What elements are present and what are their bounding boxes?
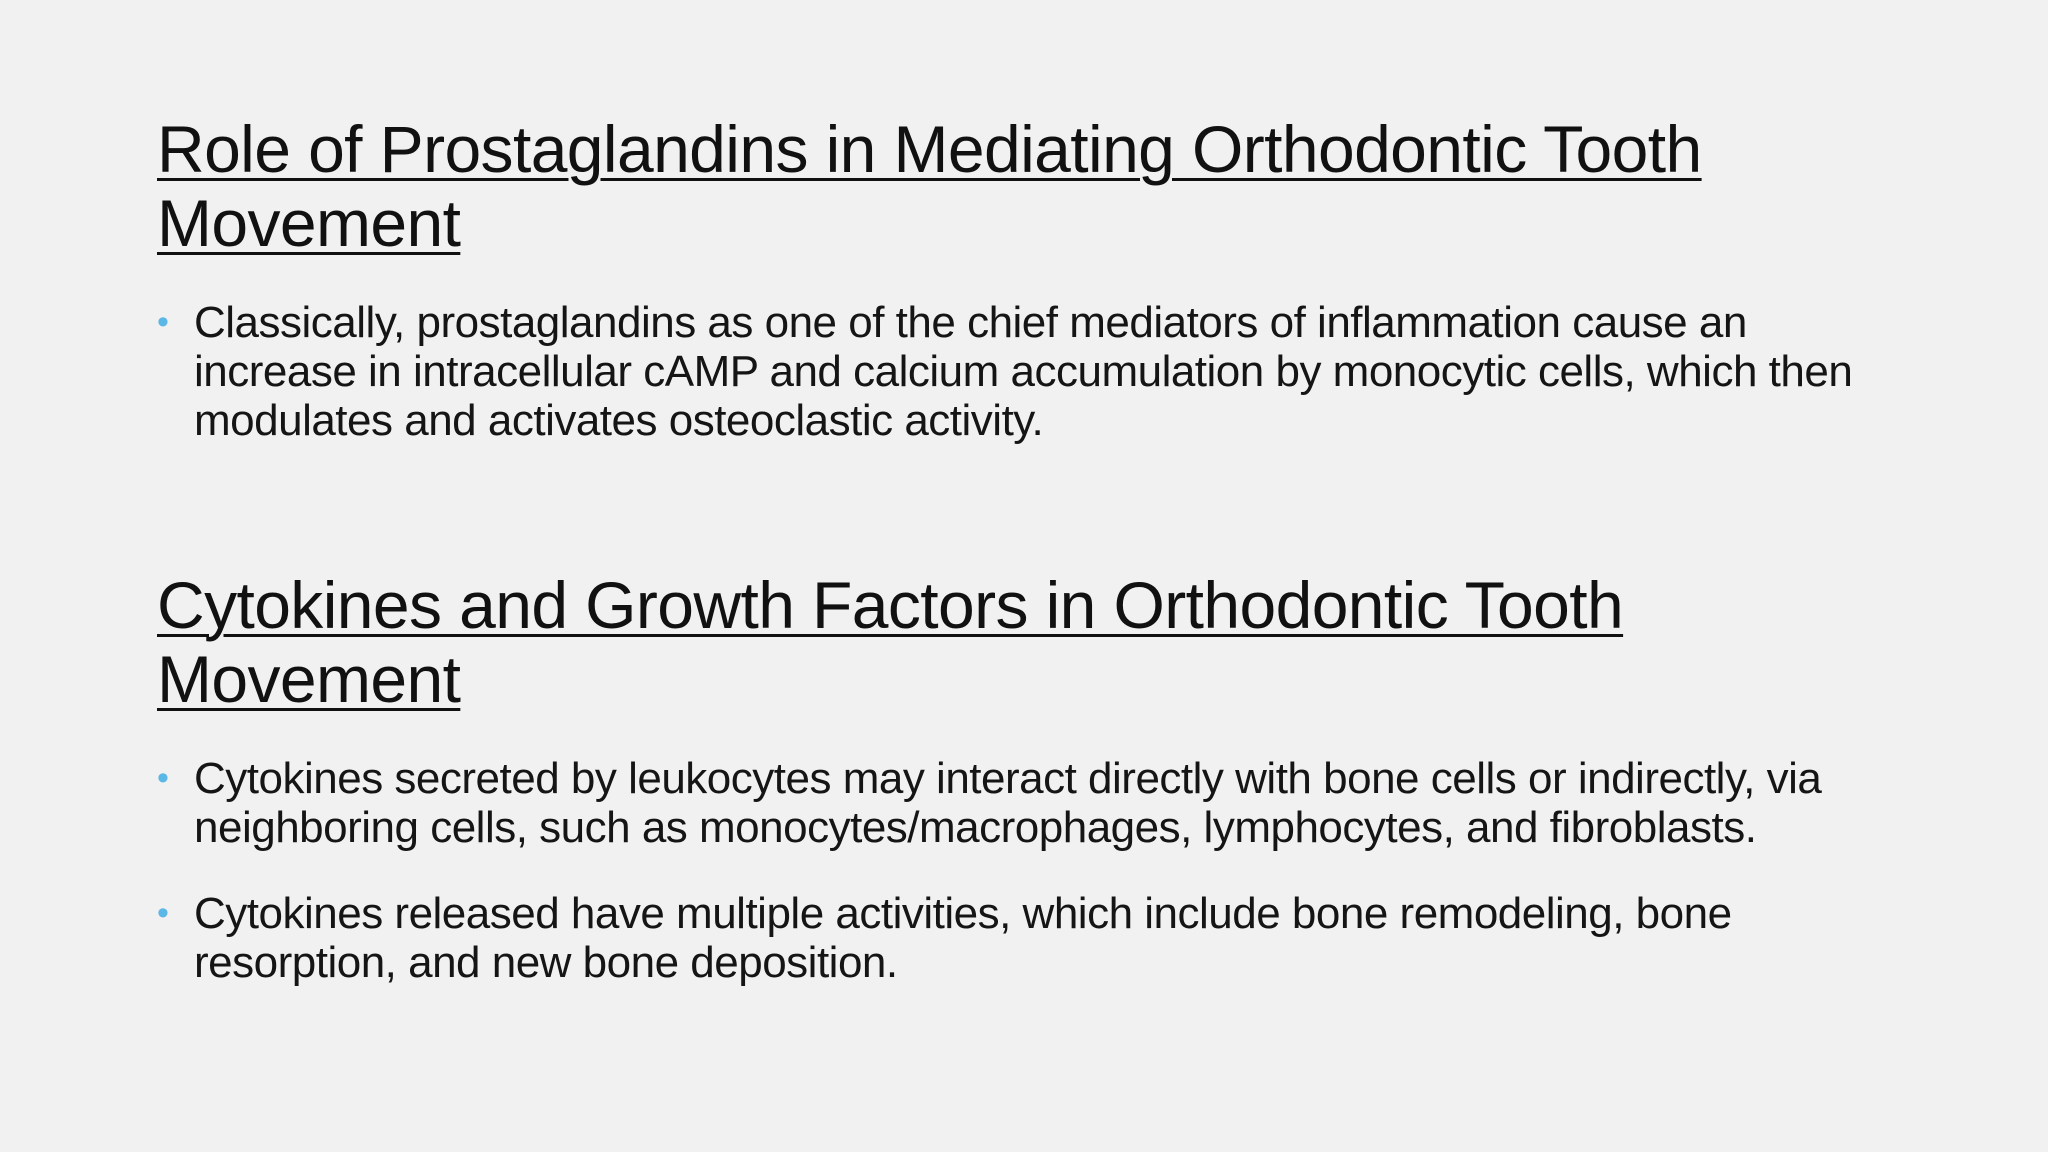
cytokines-bullet-list [157,754,1917,987]
prostaglandins-section [157,112,1917,482]
bullet-text: Classically, prostaglandins as one of the chief mediators of inflammation cause an increase in intracellular cAMP and calcium accumulation by monocytic cells, which then modulates and activates osteoclastic activity. [194,298,1853,445]
bullet-icon: • [157,303,169,341]
bullet-item [157,298,1917,445]
bullet-item [157,889,1917,987]
cytokines-section [157,568,1917,1024]
bullet-icon: • [157,894,169,932]
bullet-icon: • [157,759,169,797]
bullet-item [157,754,1917,852]
bullet-text: Cytokines secreted by leukocytes may interact directly with bone cells or indirectly, via neighboring cells, such as monocytes/macrophages, lymphocytes, and fibroblasts. [194,754,1822,852]
bullet-text: Cytokines released have multiple activities, which include bone remodeling, bone resorption, and new bone deposition. [194,889,1732,987]
prostaglandins-heading: Role of Prostaglandins in Mediating Orthodontic Tooth Movement [157,112,1702,260]
prostaglandins-bullet-list [157,298,1917,445]
cytokines-heading: Cytokines and Growth Factors in Orthodontic Tooth Movement [157,568,1624,716]
